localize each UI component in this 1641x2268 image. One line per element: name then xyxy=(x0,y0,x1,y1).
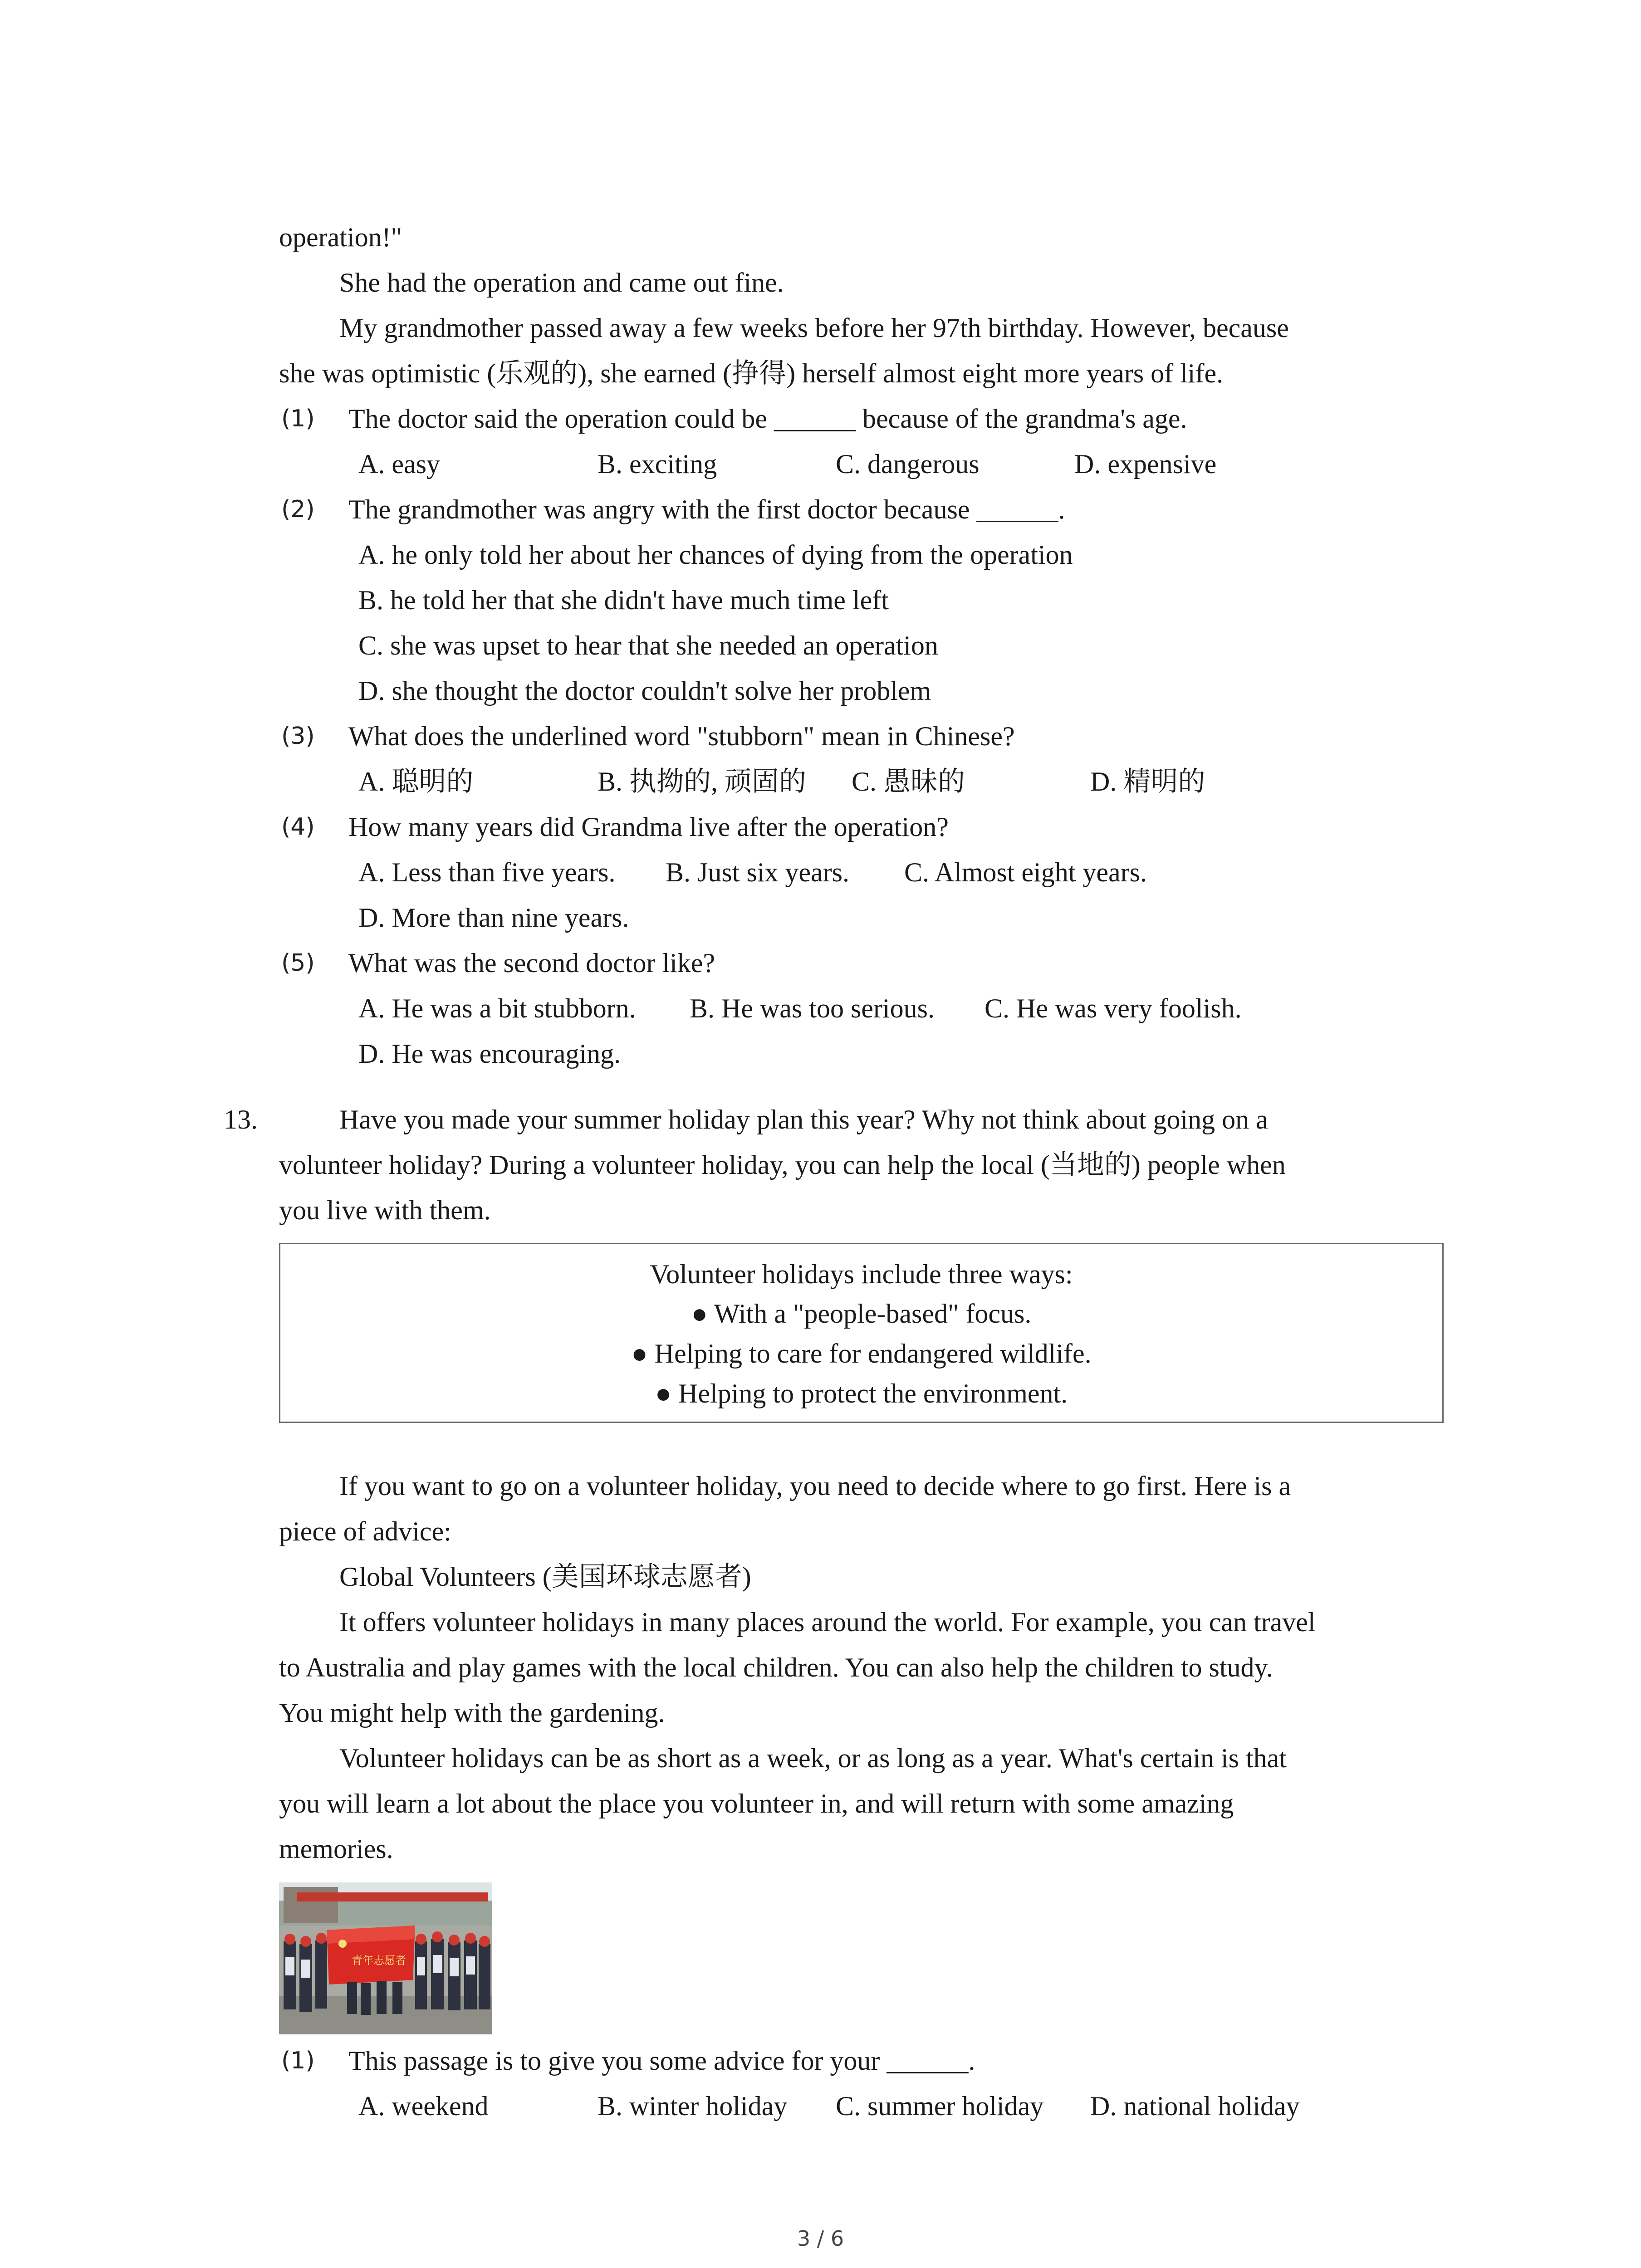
info-box-bullet: ● Helping to protect the environment. xyxy=(655,1378,1068,1408)
question-text: This passage is to give you some advice for your ______. xyxy=(348,2046,975,2076)
passage-line: My grandmother passed away a few weeks before her 97th birthday. However, because xyxy=(339,313,1289,343)
question-text: What does the underlined word "stubborn" mean in Chinese? xyxy=(348,721,1015,751)
svg-text:青年志愿者: 青年志愿者 xyxy=(352,1954,406,1967)
passage-line: Volunteer holidays can be as short as a week, or as long as a year. What's certain is that xyxy=(339,1743,1287,1773)
passage-line: operation!" xyxy=(279,222,402,252)
passage-line: you live with them. xyxy=(279,1195,491,1225)
info-box-title: Volunteer holidays include three ways: xyxy=(650,1259,1073,1289)
question-text: What was the second doctor like? xyxy=(348,948,715,978)
option-b[interactable]: B. winter holiday xyxy=(598,2091,788,2121)
option-d[interactable]: D. expensive xyxy=(1074,449,1217,479)
passage-line: volunteer holiday? During a volunteer holiday, you can help the local (当地的) people when xyxy=(279,1150,1286,1180)
option-b[interactable]: B. He was too serious. xyxy=(690,993,935,1023)
passage-line: to Australia and play games with the local children. You can also help the children to study. xyxy=(279,1652,1273,1682)
option-a[interactable]: A. easy xyxy=(358,449,440,479)
question-number: (1) xyxy=(281,405,315,432)
option-b[interactable]: B. he told her that she didn't have much time left xyxy=(358,585,889,615)
passage-line: You might help with the gardening. xyxy=(279,1698,665,1728)
option-c[interactable]: C. summer holiday xyxy=(836,2091,1044,2121)
passage-line: It offers volunteer holidays in many places around the world. For example, you can travel xyxy=(339,1607,1316,1637)
question-text: The grandmother was angry with the first doctor because ______. xyxy=(348,494,1065,524)
passage-line: piece of advice: xyxy=(279,1516,451,1546)
passage-line: she was optimistic (乐观的), she earned (挣得) herself almost eight more years of life. xyxy=(279,358,1224,388)
option-c[interactable]: C. dangerous xyxy=(836,449,980,479)
info-box-bullet: ● With a "people-based" focus. xyxy=(691,1299,1032,1329)
passage-line: Have you made your summer holiday plan this year? Why not think about going on a xyxy=(339,1105,1268,1134)
info-box-bullet: ● Helping to care for endangered wildlife. xyxy=(631,1339,1092,1369)
question-text: The doctor said the operation could be ______ because of the grandma's age. xyxy=(348,404,1187,434)
passage-line: you will learn a lot about the place you volunteer in, and will return with some amazing xyxy=(279,1789,1234,1818)
volunteers-photo-graphic xyxy=(279,1882,492,2034)
question-number: (3) xyxy=(281,723,315,750)
question-number: (5) xyxy=(281,949,315,977)
volunteers-photo xyxy=(279,1882,492,2034)
passage-line: If you want to go on a volunteer holiday, you need to decide where to go first. Here is a xyxy=(339,1471,1291,1501)
option-d[interactable]: D. He was encouraging. xyxy=(358,1039,621,1069)
option-b[interactable]: B. 执拗的, 顽固的 xyxy=(598,767,807,797)
info-box xyxy=(279,1243,1444,1423)
option-b[interactable]: B. exciting xyxy=(598,449,717,479)
page-number: 3 / 6 xyxy=(797,2226,844,2251)
option-a[interactable]: A. weekend xyxy=(358,2091,489,2121)
option-a[interactable]: A. he only told her about her chances of dying from the operation xyxy=(358,540,1073,570)
question-13-number: 13. xyxy=(224,1105,258,1134)
question-number: (1) xyxy=(281,2047,315,2074)
option-d[interactable]: D. 精明的 xyxy=(1090,767,1205,797)
option-c[interactable]: C. He was very foolish. xyxy=(985,993,1242,1023)
option-c[interactable]: C. she was upset to hear that she needed an operation xyxy=(358,631,938,660)
option-b[interactable]: B. Just six years. xyxy=(666,857,849,887)
passage-line: Global Volunteers (美国环球志愿者) xyxy=(339,1562,751,1592)
question-number: (2) xyxy=(281,496,315,523)
option-d[interactable]: D. More than nine years. xyxy=(358,903,629,933)
question-text: How many years did Grandma live after the operation? xyxy=(348,812,949,842)
option-d[interactable]: D. she thought the doctor couldn't solve her problem xyxy=(358,676,931,706)
passage-line: She had the operation and came out fine. xyxy=(339,268,784,298)
passage-line: memories. xyxy=(279,1834,393,1864)
option-a[interactable]: A. He was a bit stubborn. xyxy=(358,993,636,1023)
option-c[interactable]: C. Almost eight years. xyxy=(904,857,1147,887)
option-a[interactable]: A. Less than five years. xyxy=(358,857,616,887)
option-c[interactable]: C. 愚昧的 xyxy=(852,767,965,797)
option-a[interactable]: A. 聪明的 xyxy=(358,767,474,797)
option-d[interactable]: D. national holiday xyxy=(1090,2091,1300,2121)
question-number: (4) xyxy=(281,813,315,841)
